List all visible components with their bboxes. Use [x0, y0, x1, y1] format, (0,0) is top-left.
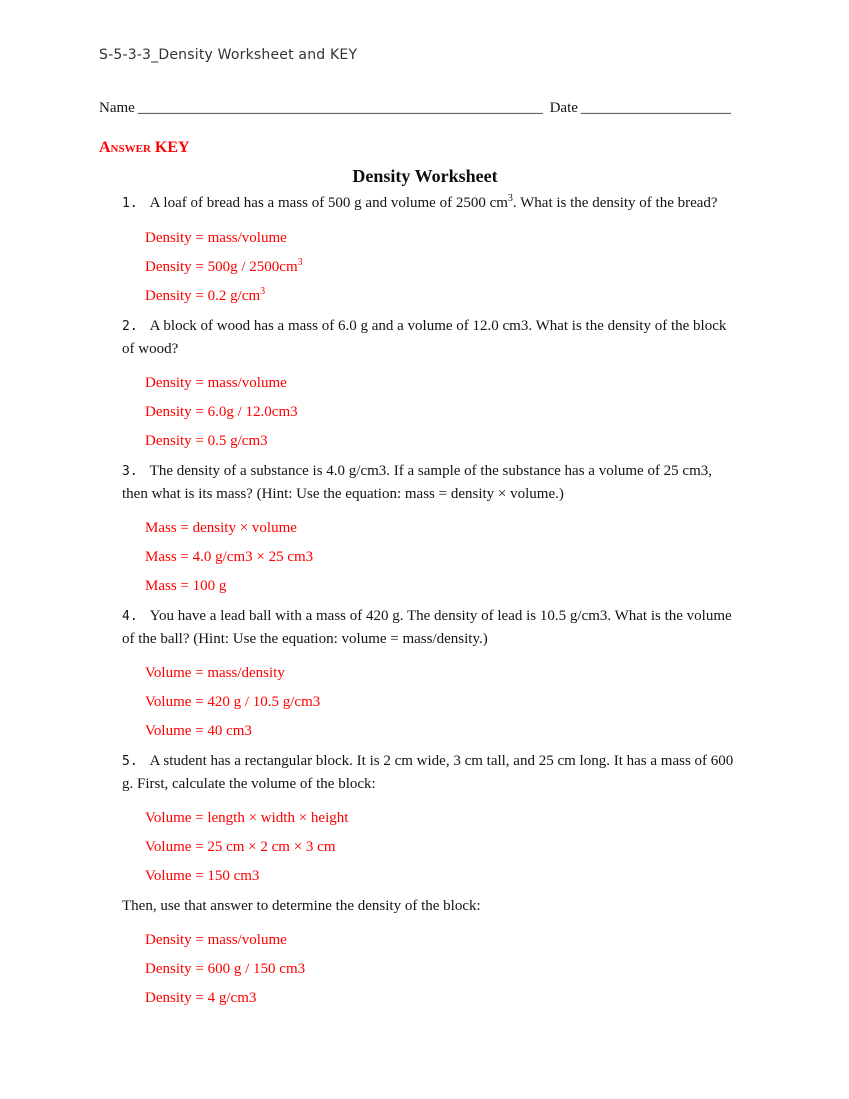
answer-text: Volume = 150 cm3 — [145, 868, 260, 884]
answer-text: Density = 600 g / 150 cm3 — [145, 961, 306, 977]
answer-line — [145, 257, 735, 278]
answer-superscript: 3 — [260, 286, 266, 297]
name-blank-line: ______________________________________________________ — [137, 100, 543, 116]
question-3-text-body: The density of a substance is 4.0 g/cm3. If a sample of the substance has a volume of 25 cm3, then what is its mass? (Hint: Use the equation: mass = density × volume.) — [122, 463, 713, 502]
answer-line — [145, 402, 735, 423]
worksheet-title: Density Worksheet — [352, 166, 498, 186]
answer-text: Density = 0.2 g/cm — [145, 288, 261, 304]
answer-text: Density = mass/volume — [145, 932, 287, 948]
question-block-5 — [122, 750, 735, 1009]
document-header: S-5-3-3_Density Worksheet and KEY — [99, 47, 358, 63]
answer-line — [145, 988, 735, 1009]
question-1-superscript: 3 — [507, 193, 513, 204]
answer-line — [145, 228, 735, 249]
answer-text: Density = mass/volume — [145, 375, 287, 391]
question-block-3 — [122, 460, 735, 597]
answer-line — [145, 866, 735, 887]
answer-superscript: 3 — [297, 257, 303, 268]
answer-line — [145, 663, 735, 684]
question-5-text — [122, 750, 735, 795]
question-2-text-body: A block of wood has a mass of 6.0 g and a volume of 12.0 cm3. What is the density of the block of wood? — [122, 318, 727, 357]
question-3-number: 3. — [122, 464, 138, 479]
answer-line — [145, 837, 735, 858]
name-label: Name — [99, 100, 135, 116]
question-block-1 — [122, 192, 735, 307]
answer-line — [145, 959, 735, 980]
question-1-text — [122, 192, 735, 215]
date-label: Date — [549, 100, 578, 116]
question-5-text-body: A student has a rectangular block. It is 2 cm wide, 3 cm tall, and 25 cm long. It has a mass of 600 g. First, calculate the volume of the block: — [122, 753, 734, 792]
answer-line — [145, 431, 735, 452]
question-2-number: 2. — [122, 319, 138, 334]
question-4-text-body: You have a lead ball with a mass of 420 g. The density of lead is 10.5 g/cm3. What is the volume of the ball? (Hint: Use the equation: volume = mass/density.) — [122, 608, 732, 647]
question-1-number: 1. — [122, 196, 138, 211]
answer-line — [145, 808, 735, 829]
answer-line — [145, 692, 735, 713]
answer-line — [145, 373, 735, 394]
answer-key-label: Answer KEY — [99, 139, 190, 156]
question-2-text — [122, 315, 735, 360]
answer-text: Density = 6.0g / 12.0cm3 — [145, 404, 298, 420]
answer-text: Volume = mass/density — [145, 665, 285, 681]
answer-text: Mass = 100 g — [145, 578, 227, 594]
question-4-text — [122, 605, 735, 650]
question-block-2 — [122, 315, 735, 452]
answer-text: Volume = length × width × height — [145, 810, 349, 826]
date-blank-line: ____________________ — [580, 100, 731, 116]
question-1-text-post: . What is the density of the bread? — [512, 195, 718, 211]
answer-text: Mass = density × volume — [145, 520, 297, 536]
question-3-text — [122, 460, 735, 505]
question-1-text-pre: A loaf of bread has a mass of 500 g and volume of 2500 cm — [149, 195, 508, 211]
name-date-row — [99, 98, 735, 118]
answer-line — [145, 286, 735, 307]
answer-text: Density = 4 g/cm3 — [145, 990, 257, 1006]
answer-text: Volume = 420 g / 10.5 g/cm3 — [145, 694, 321, 710]
answer-line — [145, 930, 735, 951]
answer-text: Volume = 25 cm × 2 cm × 3 cm — [145, 839, 336, 855]
answer-line — [145, 518, 735, 539]
question-4-number: 4. — [122, 609, 138, 624]
question-block-4 — [122, 605, 735, 742]
answer-text: Volume = 40 cm3 — [145, 723, 252, 739]
answer-text: Density = 0.5 g/cm3 — [145, 433, 268, 449]
question-5-followup-text: Then, use that answer to determine the density of the block: — [122, 898, 481, 914]
answer-line — [145, 721, 735, 742]
answer-line — [145, 576, 735, 597]
answer-text: Mass = 4.0 g/cm3 × 25 cm3 — [145, 549, 314, 565]
answer-text: Density = mass/volume — [145, 230, 287, 246]
answer-text: Density = 500g / 2500cm — [145, 259, 298, 275]
question-5-number: 5. — [122, 754, 138, 769]
answer-line — [145, 547, 735, 568]
